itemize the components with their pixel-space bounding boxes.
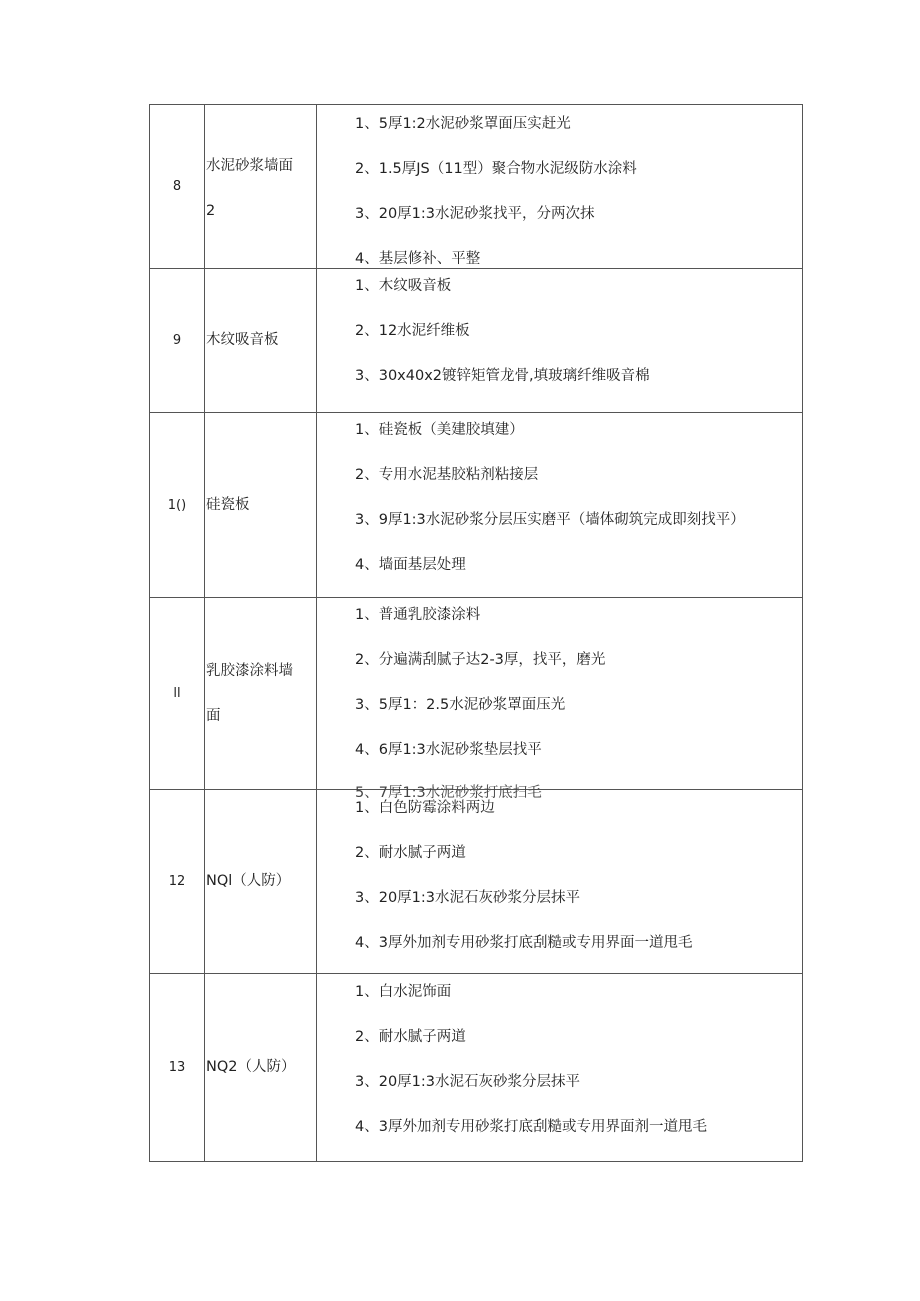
table-row xyxy=(150,598,802,801)
step-item: 3、20厚1:3水泥砂浆找平，分两次抹 xyxy=(355,206,595,222)
row-name xyxy=(205,269,317,412)
step-item: 3、30x40x2镀锌矩管龙骨,填玻璃纤维吸音棉 xyxy=(355,368,650,384)
row-number: 12 xyxy=(150,790,205,973)
step-item-clipped: 5、7厚1:3水泥砂浆打底扫毛 xyxy=(355,785,542,801)
step-item: 2、耐水腻子两道 xyxy=(355,1029,466,1045)
step-item: 1、白色防霉涂料两边 xyxy=(355,800,495,816)
step-item: 4、基层修补、平整 xyxy=(355,251,481,267)
step-item: 4、墙面基层处理 xyxy=(355,557,466,573)
row-steps xyxy=(317,974,802,1161)
step-item: 1、白水泥饰面 xyxy=(355,984,452,1000)
row-steps xyxy=(317,790,802,973)
row-name xyxy=(205,974,317,1161)
table-row xyxy=(150,413,802,598)
row-name xyxy=(205,105,317,268)
step-item: 3、20厚1:3水泥石灰砂浆分层抹平 xyxy=(355,890,581,906)
step-item: 3、9厚1:3水泥砂浆分层压实磨平（墙体砌筑完成即刻找平） xyxy=(355,512,745,528)
step-item: 2、专用水泥基胶粘剂粘接层 xyxy=(355,467,539,483)
step-item: 4、6厚1:3水泥砂浆垫层找平 xyxy=(355,742,542,758)
row-name xyxy=(205,790,317,973)
step-item: 3、20厚1:3水泥石灰砂浆分层抹平 xyxy=(355,1074,581,1090)
row-steps xyxy=(317,598,802,801)
table-row xyxy=(150,269,802,413)
row-name-text: NQ2（人防） xyxy=(206,1059,296,1075)
row-number: 13 xyxy=(150,974,205,1161)
step-item: 1、硅瓷板（美建胶填建） xyxy=(355,422,524,438)
row-steps xyxy=(317,105,802,268)
row-steps xyxy=(317,413,802,597)
step-item: 3、5厚1：2.5水泥砂浆罩面压光 xyxy=(355,697,566,713)
row-number: ll xyxy=(150,598,205,789)
row-name-text: NQl（人防） xyxy=(206,873,291,889)
row-name-text: 水泥砂浆墙面 2 xyxy=(206,157,293,219)
row-name-text: 木纹吸音板 xyxy=(206,332,279,348)
step-item: 1、普通乳胶漆涂料 xyxy=(355,607,481,623)
step-item: 2、1.5厚JS（11型）聚合物水泥级防水涂料 xyxy=(355,161,637,177)
row-steps xyxy=(317,269,802,412)
materials-table xyxy=(149,104,803,1162)
row-name xyxy=(205,413,317,597)
row-number: 1() xyxy=(150,413,205,597)
row-number: 8 xyxy=(150,105,205,268)
table-row xyxy=(150,790,802,974)
table-row xyxy=(150,105,802,269)
row-name-text: 硅瓷板 xyxy=(206,496,250,513)
step-item: 2、分遍满刮腻子达2-3厚，找平，磨光 xyxy=(355,652,606,668)
step-item: 4、3厚外加剂专用砂浆打底刮糙或专用界面剂一道甩毛 xyxy=(355,1119,707,1135)
step-item: 1、木纹吸音板 xyxy=(355,278,452,294)
row-number: 9 xyxy=(150,269,205,412)
step-item: 2、耐水腻子两道 xyxy=(355,845,466,861)
step-item: 1、5厚1:2水泥砂浆罩面压实赶光 xyxy=(355,116,571,132)
row-name-text: 乳胶漆涂料墙 面 xyxy=(206,662,293,724)
table-row xyxy=(150,974,802,1162)
row-name xyxy=(205,598,317,789)
step-item: 2、12水泥纤维板 xyxy=(355,323,470,339)
step-item: 4、3厚外加剂专用砂浆打底刮糙或专用界面一道甩毛 xyxy=(355,935,693,951)
